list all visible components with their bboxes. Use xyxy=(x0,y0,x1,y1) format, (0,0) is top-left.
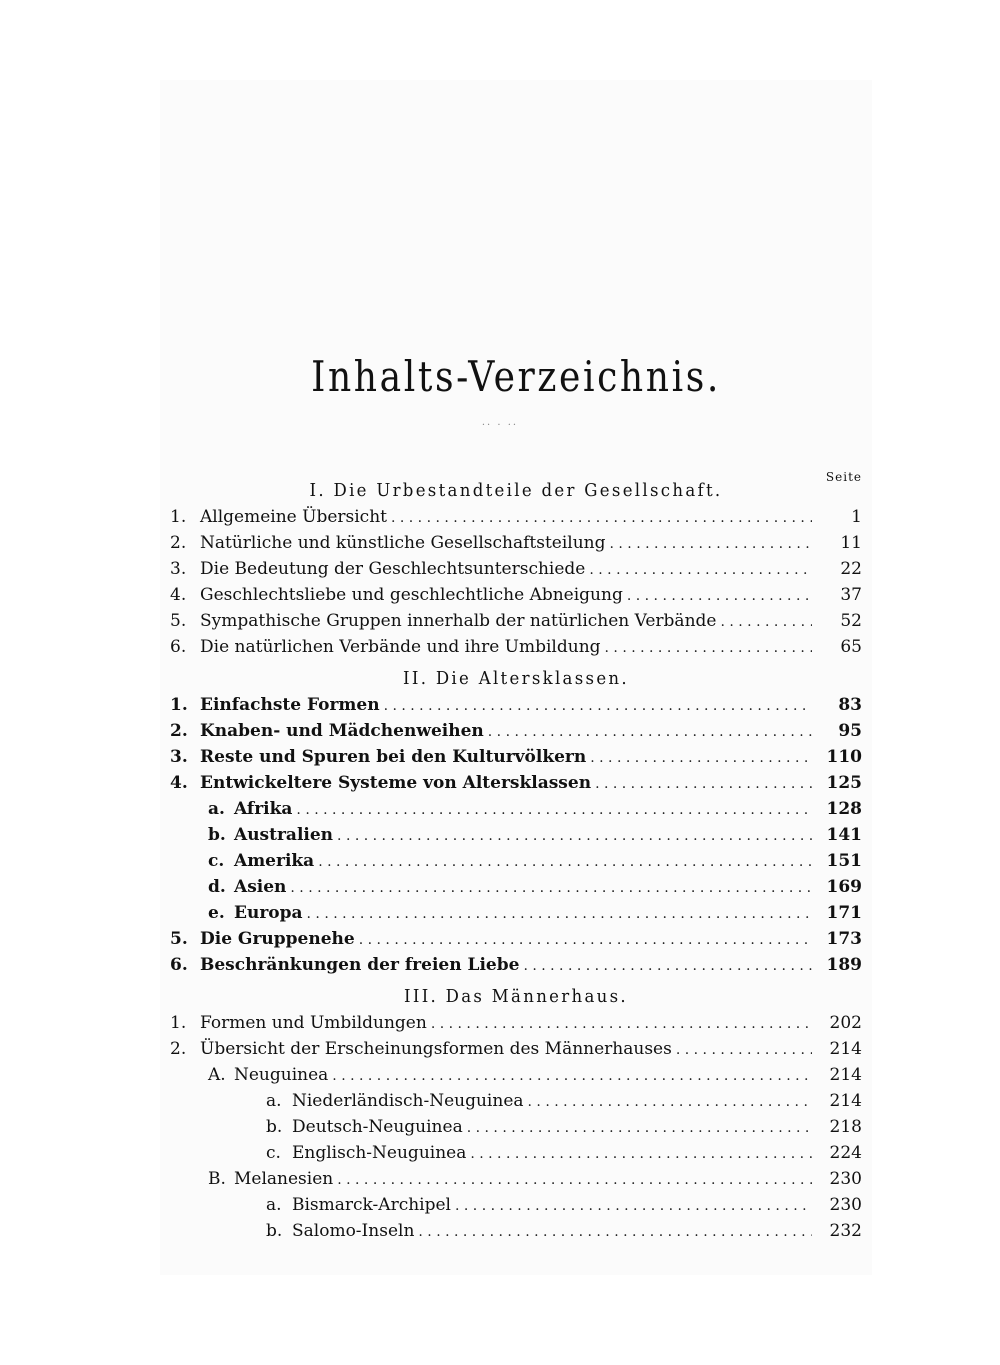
entry-label: Beschränkungen der freien Liebe xyxy=(200,955,520,975)
leader-dots xyxy=(610,531,813,557)
entry-label: Melanesien xyxy=(234,1169,334,1189)
entry-label: Die natürlichen Verbände und ihre Umbildung xyxy=(200,637,601,657)
leader-dots xyxy=(528,1089,812,1115)
entry-number: 1. xyxy=(170,1013,187,1033)
entry-number: a. xyxy=(266,1195,282,1215)
entry-number: 2. xyxy=(170,533,187,553)
page-column-header: Seite xyxy=(825,470,862,484)
entry-page: 189 xyxy=(826,955,862,975)
toc-entry[interactable] xyxy=(170,530,862,556)
entry-page: 1 xyxy=(851,507,862,527)
entry-number: c. xyxy=(208,851,225,871)
entry-page: 110 xyxy=(826,747,862,767)
entry-page: 37 xyxy=(840,585,862,605)
entry-page: 202 xyxy=(829,1013,862,1033)
entry-number: 1. xyxy=(170,507,187,527)
entry-label: Sympathische Gruppen innerhalb der natürlichen Verbände xyxy=(200,611,717,631)
leader-dots xyxy=(391,505,812,531)
entry-label: Formen und Umbildungen xyxy=(200,1013,427,1033)
entry-label: Australien xyxy=(234,825,334,845)
entry-page: 232 xyxy=(829,1221,862,1241)
entry-number: c. xyxy=(266,1143,281,1163)
section-heading: I. Die Urbestandteile der Gesellschaft. xyxy=(309,480,723,501)
entry-number: a. xyxy=(208,799,225,819)
leader-dots xyxy=(455,1193,812,1219)
entry-number: 3. xyxy=(170,747,188,767)
entry-number: d. xyxy=(208,877,226,897)
leader-dots xyxy=(359,927,812,953)
toc-entry[interactable] xyxy=(170,952,862,978)
entry-number: 3. xyxy=(170,559,187,579)
entry-page: 230 xyxy=(829,1169,862,1189)
leader-dots xyxy=(332,1063,812,1089)
leader-dots xyxy=(337,1167,812,1193)
entry-page: 171 xyxy=(826,903,862,923)
entry-number: 5. xyxy=(170,929,188,949)
section-heading: III. Das Männerhaus. xyxy=(404,986,628,1007)
entry-label: Entwickeltere Systeme von Altersklassen xyxy=(200,773,592,793)
entry-label: Englisch-Neuguinea xyxy=(292,1143,467,1163)
entry-label: Europa xyxy=(234,903,303,923)
toc-entry[interactable] xyxy=(170,634,862,660)
leader-dots xyxy=(307,901,812,927)
entry-label: Neuguinea xyxy=(234,1065,329,1085)
toc-subentry[interactable] xyxy=(170,848,862,874)
toc-subentry[interactable] xyxy=(170,874,862,900)
entry-number: a. xyxy=(266,1091,282,1111)
entry-page: 230 xyxy=(829,1195,862,1215)
entry-page: 151 xyxy=(826,851,862,871)
entry-label: Amerika xyxy=(234,851,315,871)
leader-dots xyxy=(523,953,812,979)
toc-entry[interactable] xyxy=(170,582,862,608)
entry-label: Natürliche und künstliche Gesellschaftsteilung xyxy=(200,533,606,553)
entry-page: 22 xyxy=(840,559,862,579)
entry-page: 83 xyxy=(838,695,862,715)
toc-subsubentry[interactable] xyxy=(170,1088,862,1114)
leader-dots xyxy=(467,1115,812,1141)
entry-label: Asien xyxy=(234,877,287,897)
entry-number: 4. xyxy=(170,585,187,605)
entry-page: 214 xyxy=(829,1039,862,1059)
entry-page: 52 xyxy=(840,611,862,631)
toc-entry[interactable] xyxy=(170,744,862,770)
entry-label: Reste und Spuren bei den Kulturvölkern xyxy=(200,747,587,767)
entry-page: 214 xyxy=(829,1091,862,1111)
entry-page: 173 xyxy=(826,929,862,949)
toc-entry[interactable] xyxy=(170,1010,862,1036)
toc-entry[interactable] xyxy=(170,926,862,952)
leader-dots xyxy=(627,583,812,609)
section-heading: II. Die Altersklassen. xyxy=(403,668,629,689)
toc-entry[interactable] xyxy=(170,770,862,796)
leader-dots xyxy=(431,1011,812,1037)
entry-number: 6. xyxy=(170,955,188,975)
leader-dots xyxy=(337,823,812,849)
leader-dots xyxy=(296,797,812,823)
entry-page: 224 xyxy=(829,1143,862,1163)
toc-subentry[interactable] xyxy=(170,796,862,822)
leader-dots xyxy=(676,1037,812,1063)
entry-number: b. xyxy=(266,1117,283,1137)
toc-entry[interactable] xyxy=(170,1036,862,1062)
entry-page: 128 xyxy=(826,799,862,819)
entry-page: 169 xyxy=(826,877,862,897)
entry-label: Bismarck-Archipel xyxy=(292,1195,451,1215)
entry-number: B. xyxy=(208,1169,226,1189)
entry-page: 141 xyxy=(826,825,862,845)
toc-subsubentry[interactable] xyxy=(170,1192,862,1218)
toc-subentry[interactable] xyxy=(170,1062,862,1088)
entry-label: Knaben- und Mädchenweihen xyxy=(200,721,484,741)
leader-dots xyxy=(488,719,812,745)
toc-subsubentry[interactable] xyxy=(170,1140,862,1166)
toc-subsubentry[interactable] xyxy=(170,1218,862,1244)
entry-number: 6. xyxy=(170,637,187,657)
leader-dots xyxy=(418,1219,812,1245)
entry-label: Die Gruppenehe xyxy=(200,929,355,949)
entry-label: Allgemeine Übersicht xyxy=(200,507,387,527)
toc-entry[interactable] xyxy=(170,718,862,744)
entry-page: 125 xyxy=(826,773,862,793)
toc-subsubentry[interactable] xyxy=(170,1114,862,1140)
entry-page: 11 xyxy=(840,533,862,553)
toc-subentry[interactable] xyxy=(170,1166,862,1192)
entry-label: Geschlechtsliebe und geschlechtliche Abneigung xyxy=(200,585,623,605)
entry-label: Übersicht der Erscheinungsformen des Männerhauses xyxy=(200,1039,672,1059)
entry-page: 65 xyxy=(840,637,862,657)
entry-number: b. xyxy=(208,825,226,845)
leader-dots xyxy=(290,875,812,901)
entry-label: Afrika xyxy=(234,799,293,819)
leader-dots xyxy=(605,635,812,661)
leader-dots xyxy=(720,609,812,635)
leader-dots xyxy=(595,771,812,797)
entry-label: Einfachste Formen xyxy=(200,695,380,715)
toc-entry[interactable] xyxy=(170,692,862,718)
entry-number: 2. xyxy=(170,1039,187,1059)
entry-page: 218 xyxy=(829,1117,862,1137)
toc-entry[interactable] xyxy=(170,608,862,634)
entry-number: 2. xyxy=(170,721,188,741)
entry-number: b. xyxy=(266,1221,283,1241)
entry-number: e. xyxy=(208,903,225,923)
entry-number: 5. xyxy=(170,611,187,631)
toc-entry[interactable] xyxy=(170,556,862,582)
leader-dots xyxy=(318,849,812,875)
entry-label: Deutsch-Neuguinea xyxy=(292,1117,463,1137)
entry-number: 4. xyxy=(170,773,188,793)
leader-dots xyxy=(589,557,812,583)
entry-label: Salomo-Inseln xyxy=(292,1221,415,1241)
page-title: Inhalts-Verzeichnis. xyxy=(311,352,721,401)
toc-entry[interactable] xyxy=(170,504,862,530)
table-of-contents xyxy=(170,478,862,1244)
entry-number: A. xyxy=(208,1065,226,1085)
toc-subentry[interactable] xyxy=(170,822,862,848)
entry-page: 95 xyxy=(838,721,862,741)
leader-dots xyxy=(470,1141,812,1167)
title-ornament: ·· · ·· xyxy=(481,420,519,431)
entry-number: 1. xyxy=(170,695,188,715)
leader-dots xyxy=(590,745,812,771)
leader-dots xyxy=(384,693,812,719)
entry-label: Niederländisch-Neuguinea xyxy=(292,1091,524,1111)
entry-page: 214 xyxy=(829,1065,862,1085)
toc-subentry[interactable] xyxy=(170,900,862,926)
entry-label: Die Bedeutung der Geschlechtsunterschiede xyxy=(200,559,586,579)
